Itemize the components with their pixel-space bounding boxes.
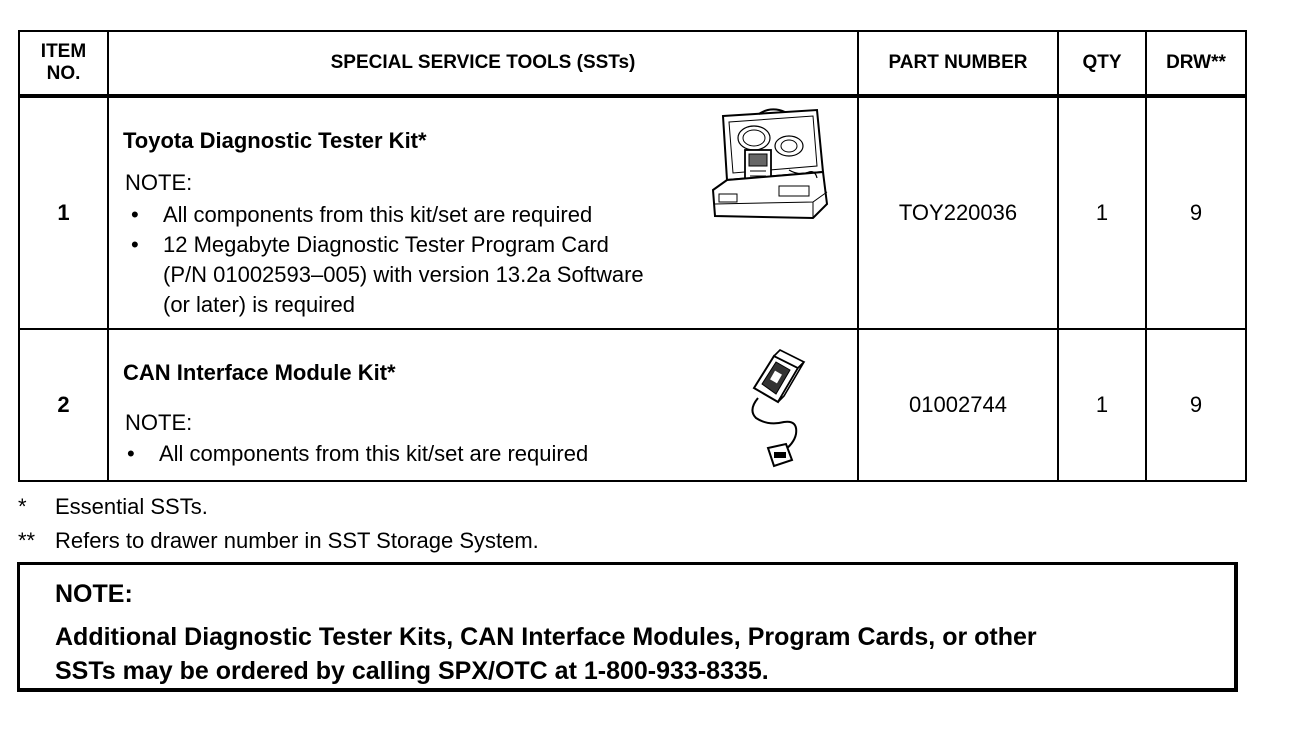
header-tools: SPECIAL SERVICE TOOLS (SSTs) — [108, 31, 858, 96]
header-item-no — [19, 31, 108, 96]
list-item: • All components from this kit/set are required — [127, 441, 589, 466]
tool-name: Toyota Diagnostic Tester Kit* — [123, 128, 427, 153]
bullet-text: All components from this kit/set are required — [159, 441, 589, 466]
footnote-mark: ** — [18, 528, 36, 553]
bullet-text: 12 Megabyte Diagnostic Tester Program Card — [163, 232, 609, 257]
tool-description — [108, 96, 858, 329]
tool-description — [108, 329, 858, 481]
table-header-row — [19, 31, 1246, 96]
list-item: • All components from this kit/set are required — [131, 202, 593, 227]
tool-name: CAN Interface Module Kit* — [123, 360, 396, 385]
header-drw: DRW** — [1146, 31, 1246, 96]
special-service-tools-table — [18, 30, 1247, 482]
quantity: 1 — [1058, 96, 1146, 329]
quantity: 1 — [1058, 329, 1146, 481]
footnote-drawer — [18, 528, 539, 554]
item-number: 2 — [19, 329, 108, 481]
header-item-no-label: ITEM NO. — [40, 41, 87, 84]
part-number: TOY220036 — [858, 96, 1058, 329]
list-item-continuation — [125, 260, 644, 290]
drawer-number: 9 — [1146, 329, 1246, 481]
header-qty: QTY — [1058, 31, 1146, 96]
diagnostic-tester-kit-image — [709, 108, 829, 223]
part-number: 01002744 — [858, 329, 1058, 481]
note-label: NOTE: — [125, 170, 193, 195]
bullet-text: (P/N 01002593–005) with version 13.2a Software — [163, 262, 644, 287]
item-number: 1 — [19, 96, 108, 329]
note-box-title: NOTE: — [55, 580, 133, 608]
can-interface-module-image — [734, 348, 814, 473]
ordering-note-box — [17, 562, 1238, 692]
drawer-number: 9 — [1146, 96, 1246, 329]
note-box-text — [55, 620, 1037, 688]
list-item: • 12 Megabyte Diagnostic Tester Program Card — [131, 232, 609, 257]
list-item-continuation — [125, 290, 644, 320]
footnote-mark: * — [18, 494, 27, 519]
bullet-text: (or later) is required — [163, 292, 355, 317]
note-label: NOTE: — [125, 410, 193, 435]
table-row — [19, 329, 1246, 481]
header-part-number: PART NUMBER — [858, 31, 1058, 96]
note-box-line: SSTs may be ordered by calling SPX/OTC at 1-800-933-8335. — [55, 657, 769, 685]
table-row — [19, 96, 1246, 329]
note-bullets — [125, 200, 644, 320]
footnote-text: Essential SSTs. — [55, 494, 208, 519]
bullet-text: All components from this kit/set are required — [163, 202, 593, 227]
note-box-line: Additional Diagnostic Tester Kits, CAN Interface Modules, Program Cards, or other — [55, 623, 1037, 651]
note-bullets — [121, 439, 588, 469]
footnote-text: Refers to drawer number in SST Storage System. — [55, 528, 539, 553]
footnote-essential — [18, 494, 208, 520]
